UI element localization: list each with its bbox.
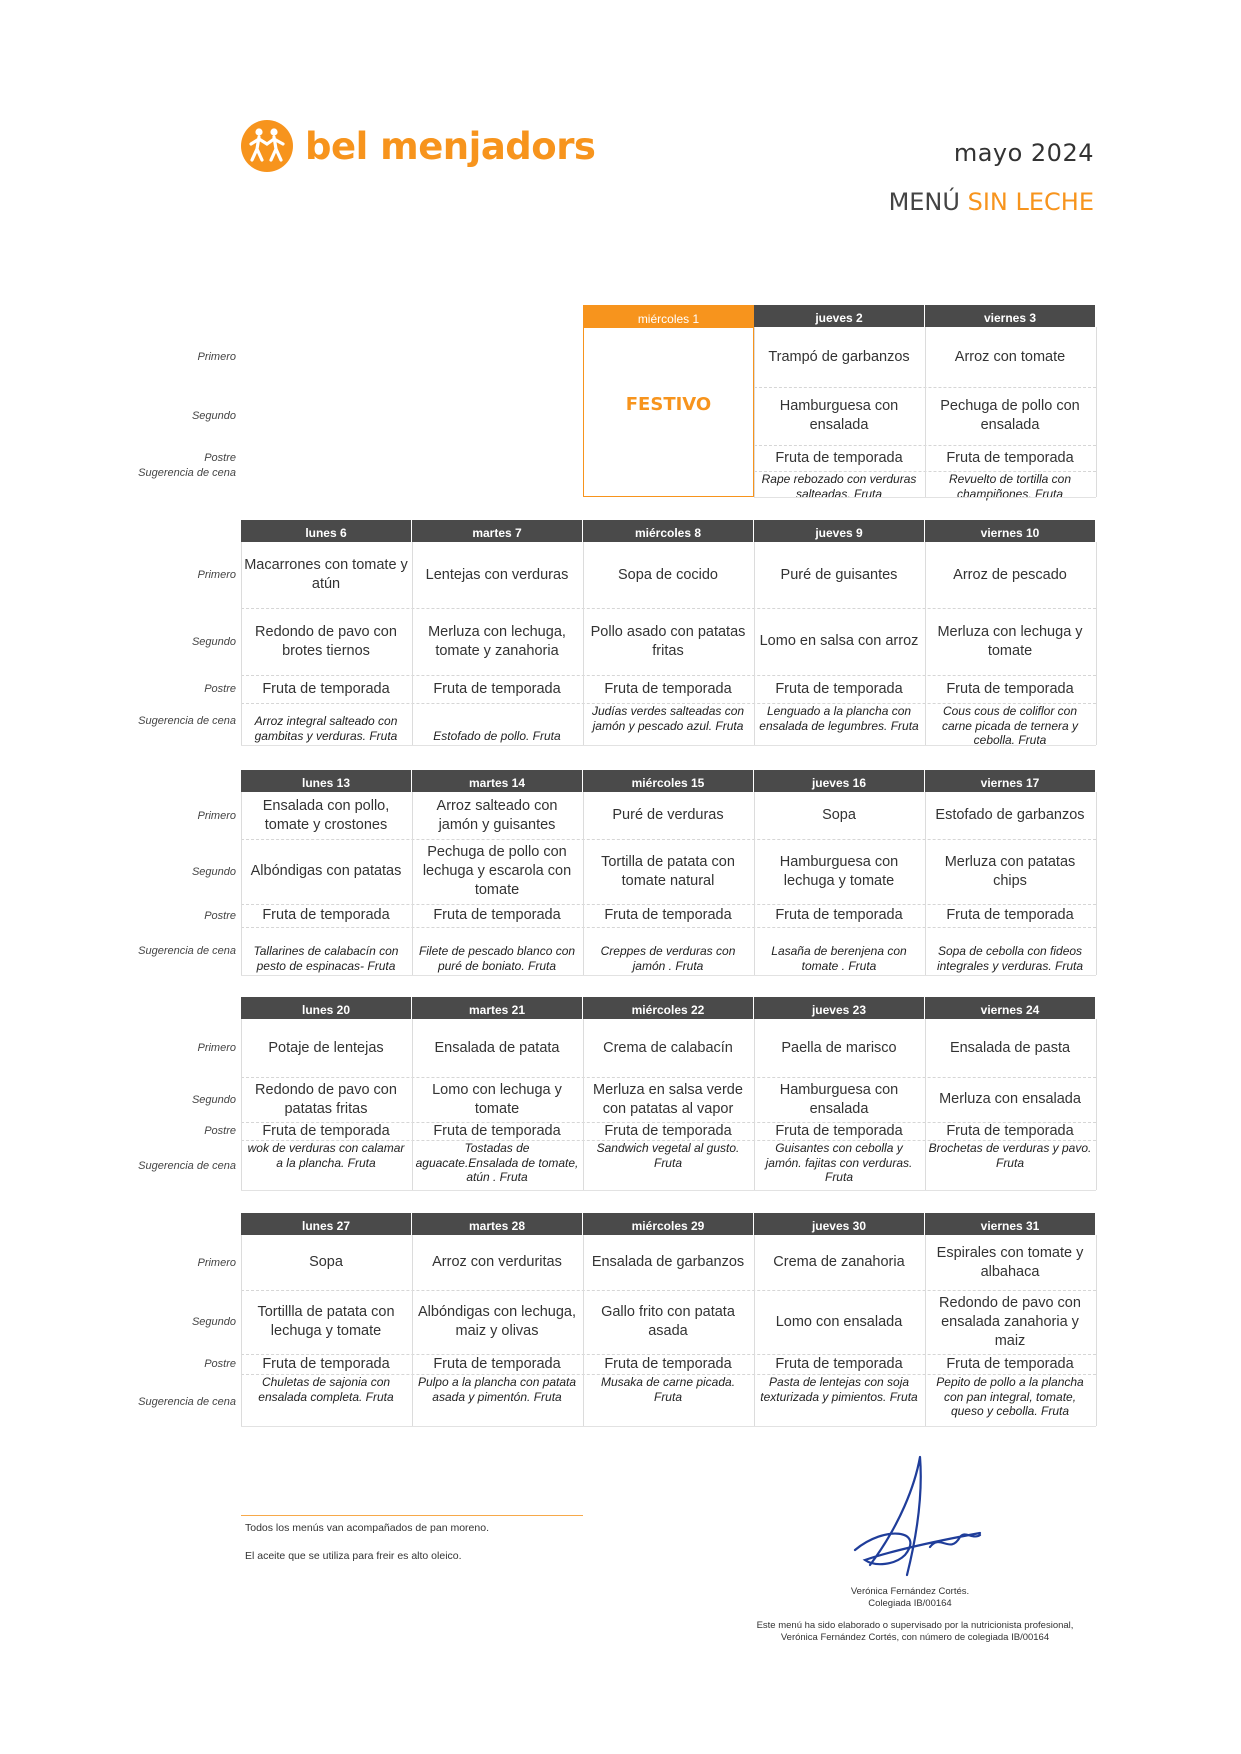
menu-postre: Fruta de temporada [775, 1355, 903, 1372]
menu-primero: Arroz salteado con jamón y guisantes [436, 797, 558, 833]
row-label-primero: Primero [197, 809, 236, 822]
menu-primero: Potaje de lentejas [268, 1039, 384, 1056]
menu-postre: Fruta de temporada [262, 1355, 390, 1372]
menu-sugerencia: Filete de pescado blanco con puré de boniato. Fruta [418, 944, 576, 973]
menu-sugerencia: Sandwich vegetal al gusto. Fruta [596, 1141, 740, 1170]
row-label-primero: Primero [197, 1256, 236, 1269]
row-divider [241, 675, 1096, 676]
day-column [583, 520, 753, 745]
menu-segundo: Tortillla de patata con lechuga y tomate [257, 1304, 395, 1339]
day-header: miércoles 15 [583, 770, 753, 792]
menu-sugerencia: Lasaña de berenjena con tomate . Fruta [771, 944, 907, 973]
row-divider [241, 1077, 1096, 1078]
day-column [925, 770, 1095, 975]
row-label-postre: Postre [204, 909, 236, 922]
day-column [241, 770, 411, 975]
menu-sugerencia: Rape rebozado con verduras salteadas. Fruta [761, 472, 917, 501]
row-divider [241, 608, 1096, 609]
day-column [583, 997, 753, 1190]
day-column [754, 1213, 924, 1426]
menu-sugerencia: Guisantes con cebolla y jamón. fajitas con verduras. Fruta [765, 1141, 913, 1184]
day-column [412, 1213, 582, 1426]
day-header: jueves 30 [754, 1213, 924, 1235]
row-divider [241, 1426, 1096, 1427]
menu-primero: Puré de guisantes [780, 566, 898, 583]
row-label-segundo: Segundo [191, 410, 236, 422]
column-divider [925, 1019, 926, 1190]
column-divider [754, 792, 755, 975]
signature-image [845, 1455, 985, 1585]
brand-name: bel menjadors [305, 124, 596, 168]
row-label-sugerencia: Sugerencia de cena [138, 1160, 236, 1172]
column-divider [241, 792, 242, 975]
row-divider [754, 497, 1096, 498]
day-column [583, 770, 753, 975]
column-divider [412, 1019, 413, 1190]
holiday-cell [583, 305, 754, 497]
row-divider [241, 975, 1096, 976]
menu-primero: Sopa [309, 1254, 343, 1270]
signer-name: Verónica Fernández Cortés. [850, 1586, 970, 1597]
row-divider [241, 1122, 1096, 1123]
row-divider [241, 927, 1096, 928]
menu-segundo: Lomo en salsa con arroz [759, 633, 919, 649]
menu-sugerencia: Cous cous de coliflor con carne picada de ternera y cebolla. Fruta [941, 704, 1079, 747]
row-divider [241, 745, 1096, 746]
column-divider [754, 1019, 755, 1190]
day-header: lunes 27 [241, 1213, 411, 1235]
column-divider [754, 327, 755, 497]
day-header: miércoles 1 [584, 306, 753, 328]
menu-sugerencia: wok de verduras con calamar a la plancha. Fruta [247, 1141, 405, 1170]
menu-postre: Fruta de temporada [946, 449, 1074, 466]
disclaimer-line-1: Este menú ha sido elaborado o supervisado por la nutricionista profesional, [756, 1620, 1074, 1631]
menu-segundo: Pollo asado con patatas fritas [590, 623, 746, 659]
menu-segundo: Redondo de pavo con brotes tiernos [255, 623, 397, 659]
menu-segundo: Lomo con lechuga y tomate [432, 1081, 562, 1117]
children-running-icon [241, 120, 293, 172]
menu-title [889, 188, 1094, 216]
day-column [412, 520, 582, 745]
menu-sugerencia: Tallarines de calabacín con pesto de espinacas- Fruta [253, 944, 399, 973]
menu-segundo: Albóndigas con patatas [250, 863, 402, 879]
column-divider [925, 1235, 926, 1426]
menu-postre: Fruta de temporada [262, 907, 390, 923]
menu-segundo: Merluza con lechuga, tomate y zanahoria [428, 623, 566, 659]
day-header: martes 14 [412, 770, 582, 792]
day-column [925, 520, 1095, 745]
menu-sugerencia: Judías verdes salteadas con jamón y pescado azul. Fruta [591, 704, 745, 733]
menu-primero: Arroz con tomate [954, 348, 1066, 365]
row-label-postre: Postre [204, 1125, 236, 1137]
menu-primero: Ensalada de patata [434, 1039, 560, 1056]
menu-postre: Fruta de temporada [775, 449, 903, 466]
menu-segundo: Pechuga de pollo con ensalada [940, 398, 1080, 433]
menu-sugerencia: Pulpo a la plancha con patata asada y pimentón. Fruta [417, 1375, 577, 1404]
menu-primero: Trampó de garbanzos [768, 348, 910, 365]
menu-primero: Sopa [822, 807, 856, 823]
day-header: jueves 23 [754, 997, 924, 1019]
row-label-postre: Postre [204, 452, 236, 464]
day-header: viernes 3 [925, 305, 1095, 327]
column-divider [1096, 1019, 1097, 1190]
menu-sugerencia: Creppes de verduras con jamón . Fruta [600, 944, 736, 973]
menu-highlight: SIN LECHE [967, 188, 1094, 216]
day-column [754, 305, 924, 501]
nutritionist-disclaimer [740, 1620, 1090, 1644]
menu-segundo: Hamburguesa con ensalada [779, 1081, 899, 1117]
day-header: miércoles 29 [583, 1213, 753, 1235]
menu-postre: Fruta de temporada [604, 1355, 732, 1372]
column-divider [925, 792, 926, 975]
column-divider [412, 1235, 413, 1426]
menu-segundo: Merluza con patatas chips [944, 853, 1076, 889]
row-divider [241, 839, 1096, 840]
menu-primero: Estofado de garbanzos [935, 807, 1085, 823]
day-header: jueves 2 [754, 305, 924, 327]
day-column [925, 1213, 1095, 1426]
menu-primero: Lentejas con verduras [425, 566, 569, 583]
menu-postre: Fruta de temporada [604, 907, 732, 923]
row-label-sugerencia: Sugerencia de cena [138, 715, 236, 727]
menu-segundo: Redondo de pavo con ensalada zanahoria y maiz [939, 1294, 1081, 1349]
menu-postre: Fruta de temporada [946, 1355, 1074, 1372]
column-divider [925, 327, 926, 497]
day-header: viernes 24 [925, 997, 1095, 1019]
menu-segundo: Hamburguesa con lechuga y tomate [779, 853, 899, 889]
column-divider [583, 792, 584, 975]
day-header: miércoles 8 [583, 520, 753, 542]
row-label-sugerencia: Sugerencia de cena [138, 1396, 236, 1408]
row-divider [241, 1374, 1096, 1375]
day-header: viernes 31 [925, 1213, 1095, 1235]
menu-sugerencia: Estofado de pollo. Fruta [433, 728, 561, 743]
day-column [925, 997, 1095, 1190]
menu-segundo: Merluza con lechuga y tomate [937, 623, 1083, 659]
menu-label: MENÚ [888, 188, 960, 216]
menu-primero: Paella de marisco [781, 1039, 897, 1056]
row-divider [241, 1190, 1096, 1191]
day-column [754, 520, 924, 745]
menu-postre: Fruta de temporada [604, 1122, 732, 1139]
menu-postre: Fruta de temporada [775, 680, 903, 697]
day-header: lunes 13 [241, 770, 411, 792]
row-divider [241, 1354, 1096, 1355]
column-divider [412, 542, 413, 745]
menu-segundo: Lomo con ensalada [775, 1313, 903, 1330]
day-column [241, 997, 411, 1190]
row-label-postre: Postre [204, 1358, 236, 1370]
day-header: jueves 9 [754, 520, 924, 542]
footer-divider [241, 1515, 583, 1516]
menu-segundo: Tortilla de patata con tomate natural [601, 853, 735, 889]
row-label-postre: Postre [204, 683, 236, 695]
menu-segundo: Gallo frito con patata asada [601, 1304, 735, 1339]
column-divider [1096, 327, 1097, 497]
brand-logo [241, 120, 595, 172]
column-divider [241, 1235, 242, 1426]
column-divider [925, 542, 926, 745]
menu-postre: Fruta de temporada [775, 1122, 903, 1139]
row-label-segundo: Segundo [191, 865, 236, 878]
menu-sugerencia: Arroz integral salteado con gambitas y verduras. Fruta [254, 714, 398, 743]
menu-sugerencia: Pepito de pollo a la plancha con pan integral, tomate, queso y cebolla. Fruta [936, 1375, 1084, 1418]
disclaimer-line-2: Verónica Fernández Cortés, con número de colegiada IB/00164 [780, 1632, 1050, 1643]
day-header: martes 28 [412, 1213, 582, 1235]
row-label-sugerencia: Sugerencia de cena [138, 945, 236, 957]
menu-segundo: Redondo de pavo con patatas fritas [255, 1081, 397, 1117]
menu-primero: Macarrones con tomate y atún [244, 557, 408, 592]
day-column [925, 305, 1095, 501]
menu-segundo: Merluza con ensalada [939, 1091, 1081, 1107]
menu-postre: Fruta de temporada [433, 680, 561, 697]
row-divider [241, 904, 1096, 905]
row-divider [241, 1140, 1096, 1141]
menu-postre: Fruta de temporada [775, 907, 903, 923]
footer-note-oil: El aceite que se utiliza para freir es alto oleico. [245, 1550, 462, 1562]
day-header: miércoles 22 [583, 997, 753, 1019]
column-divider [754, 542, 755, 745]
row-label-segundo: Segundo [191, 635, 236, 648]
day-header: viernes 10 [925, 520, 1095, 542]
menu-postre: Fruta de temporada [433, 1355, 561, 1372]
column-divider [412, 792, 413, 975]
signer-registration: Colegiada IB/00164 [868, 1598, 952, 1609]
menu-primero: Arroz de pescado [953, 566, 1067, 583]
day-column [241, 1213, 411, 1426]
menu-postre: Fruta de temporada [946, 680, 1074, 697]
row-divider [241, 1290, 1096, 1291]
holiday-label: FESTIVO [625, 394, 712, 415]
menu-sugerencia: Sopa de cebolla con fideos integrales y verduras. Fruta [936, 944, 1084, 973]
menu-postre: Fruta de temporada [433, 907, 561, 923]
menu-segundo: Merluza en salsa verde con patatas al vapor [593, 1081, 743, 1117]
menu-sugerencia: Brochetas de verduras y pavo. Fruta [928, 1141, 1092, 1170]
menu-segundo: Albóndigas con lechuga, maiz y olivas [417, 1304, 576, 1339]
menu-sugerencia: Revuelto de tortilla con champiñones. Fruta [948, 472, 1072, 501]
menu-postre: Fruta de temporada [433, 1122, 561, 1139]
day-header: viernes 17 [925, 770, 1095, 792]
signer [800, 1586, 1020, 1610]
month-title: mayo 2024 [953, 139, 1094, 167]
row-label-sugerencia: Sugerencia de cena [138, 467, 236, 479]
footer-note-bread: Todos los menús van acompañados de pan moreno. [245, 1522, 489, 1534]
menu-sugerencia: Chuletas de sajonia con ensalada completa. Fruta [258, 1375, 394, 1404]
menu-primero: Ensalada con pollo, tomate y crostones [262, 797, 390, 833]
column-divider [583, 1019, 584, 1190]
day-column [583, 1213, 753, 1426]
day-header: martes 7 [412, 520, 582, 542]
row-label-primero: Primero [197, 351, 236, 363]
menu-postre: Fruta de temporada [262, 1122, 390, 1139]
menu-primero: Arroz con verduritas [432, 1254, 562, 1270]
day-column [241, 520, 411, 745]
menu-primero: Espirales con tomate y albahaca [936, 1244, 1084, 1280]
day-header: jueves 16 [754, 770, 924, 792]
row-label-primero: Primero [197, 1042, 236, 1054]
menu-sugerencia: Pasta de lentejas con soja texturizada y pimientos. Fruta [760, 1375, 918, 1404]
day-column [754, 770, 924, 975]
day-column [412, 770, 582, 975]
column-divider [1096, 542, 1097, 745]
menu-postre: Fruta de temporada [604, 680, 732, 697]
column-divider [1096, 1235, 1097, 1426]
row-label-segundo: Segundo [191, 1316, 236, 1328]
column-divider [1096, 792, 1097, 975]
menu-sugerencia: Musaka de carne picada. Fruta [600, 1375, 736, 1404]
row-label-primero: Primero [197, 569, 236, 581]
menu-segundo: Pechuga de pollo con lechuga y escarola con tomate [422, 844, 572, 898]
column-divider [241, 1019, 242, 1190]
row-divider [241, 703, 1096, 704]
day-header: lunes 20 [241, 997, 411, 1019]
column-divider [583, 1235, 584, 1426]
menu-primero: Sopa de cocido [618, 566, 718, 583]
day-header: lunes 6 [241, 520, 411, 542]
day-column [412, 997, 582, 1190]
menu-postre: Fruta de temporada [946, 907, 1074, 923]
column-divider [583, 542, 584, 745]
menu-sugerencia: Tostadas de aguacate.Ensalada de tomate, atún . Fruta [415, 1141, 579, 1184]
day-column [754, 997, 924, 1190]
menu-primero: Puré de verduras [612, 807, 724, 823]
menu-postre: Fruta de temporada [262, 680, 390, 697]
menu-segundo: Hamburguesa con ensalada [779, 398, 899, 433]
menu-postre: Fruta de temporada [946, 1122, 1074, 1139]
menu-sugerencia: Lenguado a la plancha con ensalada de legumbres. Fruta [759, 704, 919, 733]
menu-primero: Crema de calabacín [603, 1039, 733, 1056]
column-divider [754, 1235, 755, 1426]
menu-primero: Ensalada de pasta [949, 1039, 1071, 1056]
column-divider [241, 542, 242, 745]
menu-primero: Crema de zanahoria [773, 1254, 905, 1270]
row-label-segundo: Segundo [191, 1093, 236, 1106]
menu-primero: Ensalada de garbanzos [591, 1254, 745, 1270]
day-header: martes 21 [412, 997, 582, 1019]
